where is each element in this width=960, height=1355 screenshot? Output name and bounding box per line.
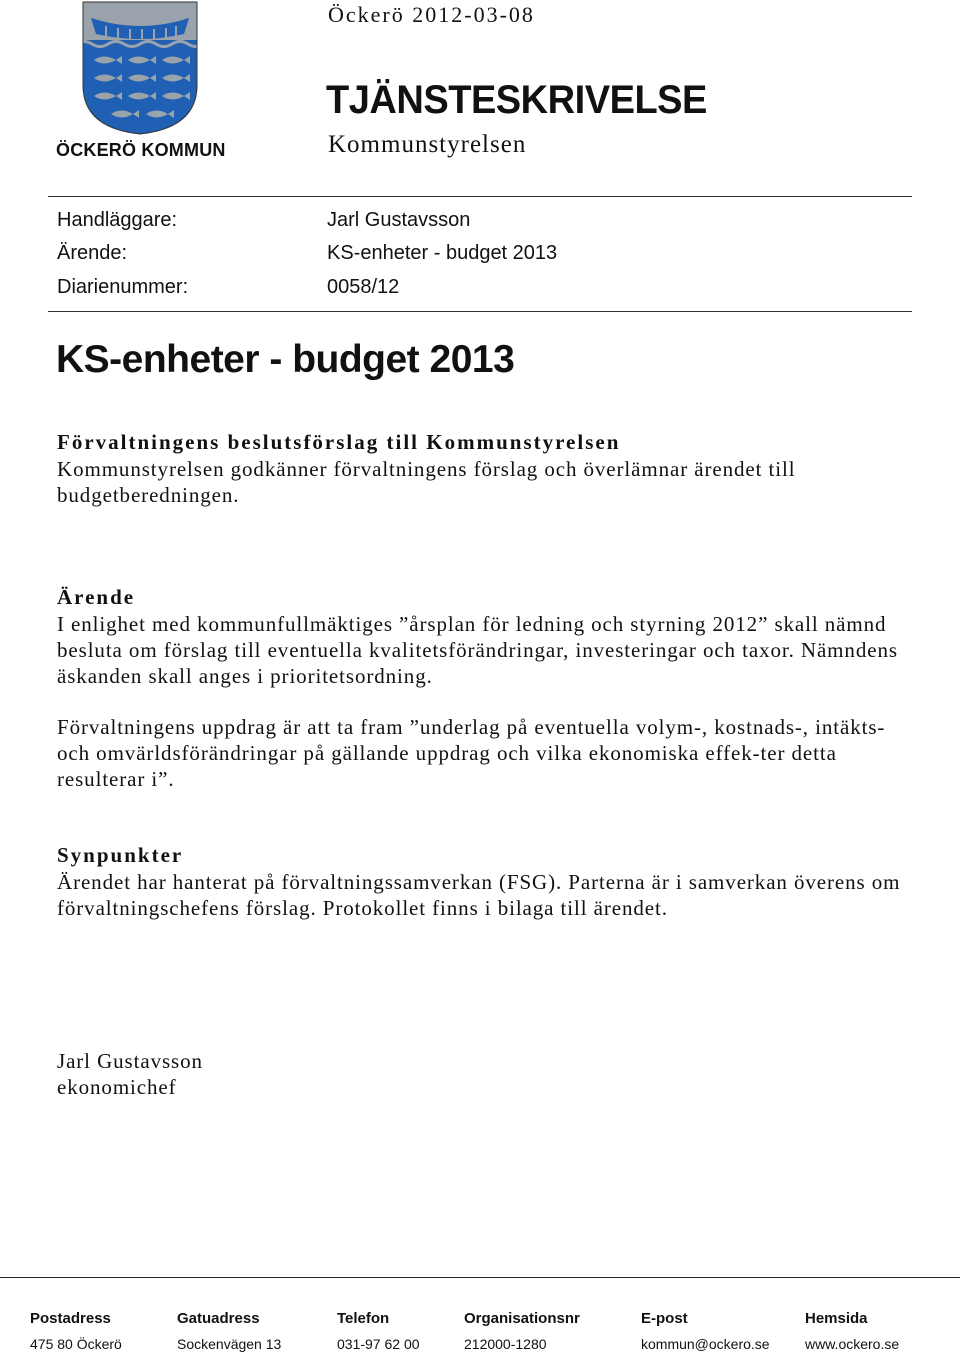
footer-website-link[interactable]: www.ockero.se [805, 1336, 900, 1352]
footer-email-label: E-post [641, 1310, 688, 1327]
case-label: Ärende: [57, 242, 128, 264]
case-paragraph-2: Förvaltningens uppdrag är att ta fram ”underlag på eventuella volym-, kostnads-, intäkts- och omvärldsförändringar på gällande uppdrag och vilka ekonomiska effek-ter detta resulterar i”. [57, 715, 886, 791]
case-paragraph-1: I enlighet med kommunfullmäktiges ”årsplan för ledning och styrning 2012” skall nämnd besluta om förslag till eventuella kvalitetsförändringar, investeringar och taxor. Nämndens äskanden skall anges i prioritetsordning. [57, 612, 898, 688]
footer-website-label: Hemsida [805, 1310, 868, 1327]
document-date: Öckerö 2012-03-08 [328, 2, 535, 27]
footer-phone-value: 031-97 62 00 [337, 1336, 420, 1352]
coat-of-arms-icon [56, 0, 226, 140]
footer-phone-label: Telefon [337, 1310, 390, 1327]
footer-street-value: Sockenvägen 13 [177, 1336, 282, 1352]
footer-email-link[interactable]: kommun@ockero.se [641, 1336, 770, 1352]
registry-number-label: Diarienummer: [57, 276, 189, 298]
signature-title: ekonomichef [57, 1075, 177, 1099]
footer-orgnr-label: Organisationsnr [464, 1310, 580, 1327]
divider-top [48, 196, 912, 197]
document-type: TJÄNSTESKRIVELSE [326, 78, 707, 122]
department: Kommunstyrelsen [328, 131, 527, 158]
case-heading: Ärende [57, 585, 136, 609]
footer-postal-label: Postadress [30, 1310, 111, 1327]
proposal-heading: Förvaltningens beslutsförslag till Kommunstyrelsen [57, 430, 621, 454]
proposal-text: Kommunstyrelsen godkänner förvaltningens förslag och överlämnar ärendet till budgetberedningen. [57, 457, 796, 507]
handler-label: Handläggare: [57, 209, 178, 231]
views-heading: Synpunkter [57, 843, 184, 867]
handler-value: Jarl Gustavsson [327, 209, 471, 231]
footer-street-label: Gatuadress [177, 1310, 260, 1327]
views-text: Ärendet har hanterat på förvaltningssamverkan (FSG). Parterna är i samverkan överens om förvaltningschefens förslag. Protokollet finns i bilaga till ärendet. [57, 870, 901, 920]
signature-name: Jarl Gustavsson [57, 1049, 203, 1073]
footer-orgnr-value: 212000-1280 [464, 1336, 547, 1352]
registry-number-value: 0058/12 [327, 276, 400, 298]
page-title: KS-enheter - budget 2013 [56, 338, 515, 381]
footer-postal-value: 475 80 Öckerö [30, 1336, 122, 1352]
case-value: KS-enheter - budget 2013 [327, 242, 558, 264]
divider-meta [48, 311, 912, 312]
logo-text: ÖCKERÖ KOMMUN [56, 140, 226, 160]
footer-divider [0, 1277, 960, 1278]
